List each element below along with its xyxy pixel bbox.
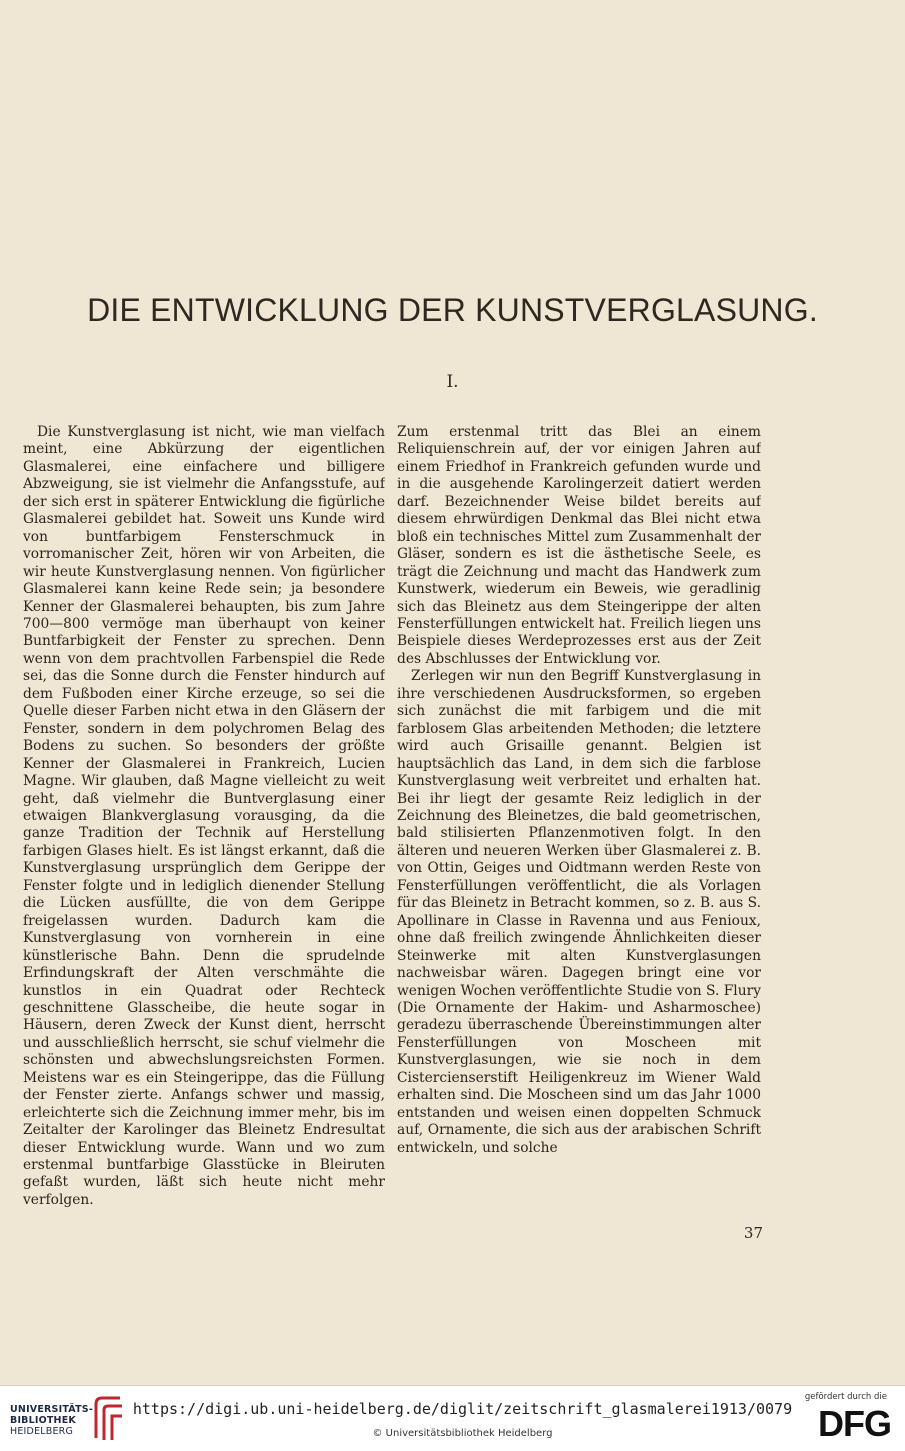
dfg-logo-icon[interactable]: DFG — [818, 1403, 891, 1444]
funding-label: gefördert durch die — [804, 1392, 887, 1402]
page-title: DIE ENTWICKLUNG DER KUNSTVERGLASUNG. — [87, 292, 818, 328]
paragraph: Zum erstenmal tritt das Blei an einem Reliquienschrein auf, der vor einigen Jahren auf einem Friedhof in Frankreich gefunden wurde und in die ausgehende Karolingerzeit datiert werden darf. Bezeichnender Weise bildet bereits auf diesem ehrwürdigen Denkmal das Blei nicht etwa bloß ein technisches Mittel zum Zusammenhalt der Gläser, sondern es ist die ästhetische Seele, es trägt die Zeichnung und macht das Handwerk zum Kunstwerk, wiederum ein Beweis, wie geradlinig sich das Bleinetz aus dem Steingerippe der alten Fensterfüllungen entwickelt hat. Freilich liegen uns Beispiele dieses Werdeprozesses erst aus der Zeit des Abschlusses der Entwicklung vor. — [397, 424, 761, 667]
right-column — [397, 424, 761, 1224]
permalink-url[interactable]: https://digi.ub.uni-heidelberg.de/diglit/zeitschrift_glasmalerei1913/0079 — [132, 1400, 793, 1418]
copyright-notice: © Universitätsbibliothek Heidelberg — [372, 1428, 553, 1439]
paragraph: Die Kunstverglasung ist nicht, wie man vielfach meint, eine Abkürzung der eigentlichen Glasmalerei, eine einfachere und billigere Abzweigung, sie ist vielmehr die Anfangsstufe, auf der sich erst in späterer Entwicklung die figürliche Glasmalerei gebildet hat. Soweit uns Kunde wird von buntfarbigem Fensterschmuck in vorromanischer Zeit, hören wir von Arbeiten, die wir heute Kunstverglasung nennen. Von figürlicher Glasmalerei kann keine Rede sein; ja besondere Kenner der Glasmalerei behaupten, bis zum Jahre 700—800 vermöge man überhaupt von keiner Buntfarbigkeit der Fenster zu sprechen. Denn wenn von dem prachtvollen Farbenspiel die Rede sei, das die Sonne durch die Fenster hindurch auf dem Fußboden einer Kirche erzeuge, so sei die Quelle dieser Farben nicht etwa in den Gläsern der Fenster, sondern in dem polychromen Belag des Bodens zu suchen. So besonders der größte Kenner der Glasmalerei in Frankreich, Lucien Magne. Wir glauben, daß Magne vielleicht zu weit geht, daß vielmehr die Buntverglasung einer etwaigen Blankverglasung vorausging, da die ganze Tradition der Technik auf Herstellung farbigen Glases hielt. Es ist längst erkannt, daß die Kunstverglasung ursprünglich dem Gerippe der Fenster folgte und in lediglich dienender Stellung die Lücken ausfüllte, die von dem Gerippe freigelassen wurden. Dadurch kam die Kunstverglasung von vornherein in eine künstlerische Bahn. Denn die sprudelnde Erfindungskraft der Alten verschmähte die kunstlos in ein Quadrat oder Rechteck geschnittene Glasscheibe, die heute sogar in Häusern, deren Zweck der Kunst dient, herrscht und ausschließlich herrscht, sie schuf vielmehr die schönsten und abwechslungsreichsten Formen. Meistens war es ein Steingerippe, das die Füllung der Fenster zierte. Anfangs schwer und massig, erleichterte sich die Zeichnung immer mehr, bis im Zeitalter der Karolinger das Bleinetz Endresultat dieser Entwicklung wurde. Wann und wo zum erstenmal buntfarbige Glasstücke in Bleiruten gefaßt wurden, läßt sich heute nicht mehr verfolgen. — [23, 424, 385, 1208]
viewer-footer — [0, 1385, 905, 1451]
library-name-line: BIBLIOTHEK — [10, 1415, 76, 1426]
library-name-line: UNIVERSITÄTS- — [10, 1404, 93, 1415]
left-column — [23, 424, 385, 1224]
page-number: 37 — [743, 1224, 763, 1242]
library-name-line: HEIDELBERG — [10, 1426, 74, 1437]
section-number: I. — [446, 372, 459, 392]
paragraph: Zerlegen wir nun den Begriff Kunstverglasung in ihre verschiedenen Ausdrucksformen, so ergeben sich zunächst die mit farbigem und die mit farblosem Glas arbeitenden Methoden; die letztere wird auch Grisaille genannt. Belgien ist hauptsächlich das Land, in dem sich die farblose Kunstverglasung weit verbreitet und erhalten hat. Bei ihr liegt der gesamte Reiz lediglich in der Zeichnung des Bleinetzes, die bald geometrischen, bald stilisierten Pflanzenmotiven folgt. In den älteren und neueren Werken über Glasmalerei z. B. von Ottin, Geiges und Oidtmann werden Reste von Fensterfüllungen veröffentlicht, die als Vorlagen für das Bleinetz in Betracht kommen, so z. B. aus S. Apollinare in Classe in Ravenna und aus Fenioux, ohne daß freilich zwingende Ähnlichkeiten dieser Steinwerke mit alten Kunstverglasungen nachweisbar wären. Dagegen bringt eine vor wenigen Wochen veröffentlichte Studie von S. Flury (Die Ornamente der Hakim- und Asharmoschee) geradezu überraschende Übereinstimmungen alter Fensterfüllungen von Moscheen mit Kunstverglasungen, wie sie noch in dem Cistercienserstift Heiligenkreuz im Wiener Wald erhalten sind. Die Moscheen sind um das Jahr 1000 entstanden und weisen einen doppelten Schmuck auf, Ornamente, die sich aus der arabischen Schrift entwickeln, und solche — [397, 668, 761, 1156]
